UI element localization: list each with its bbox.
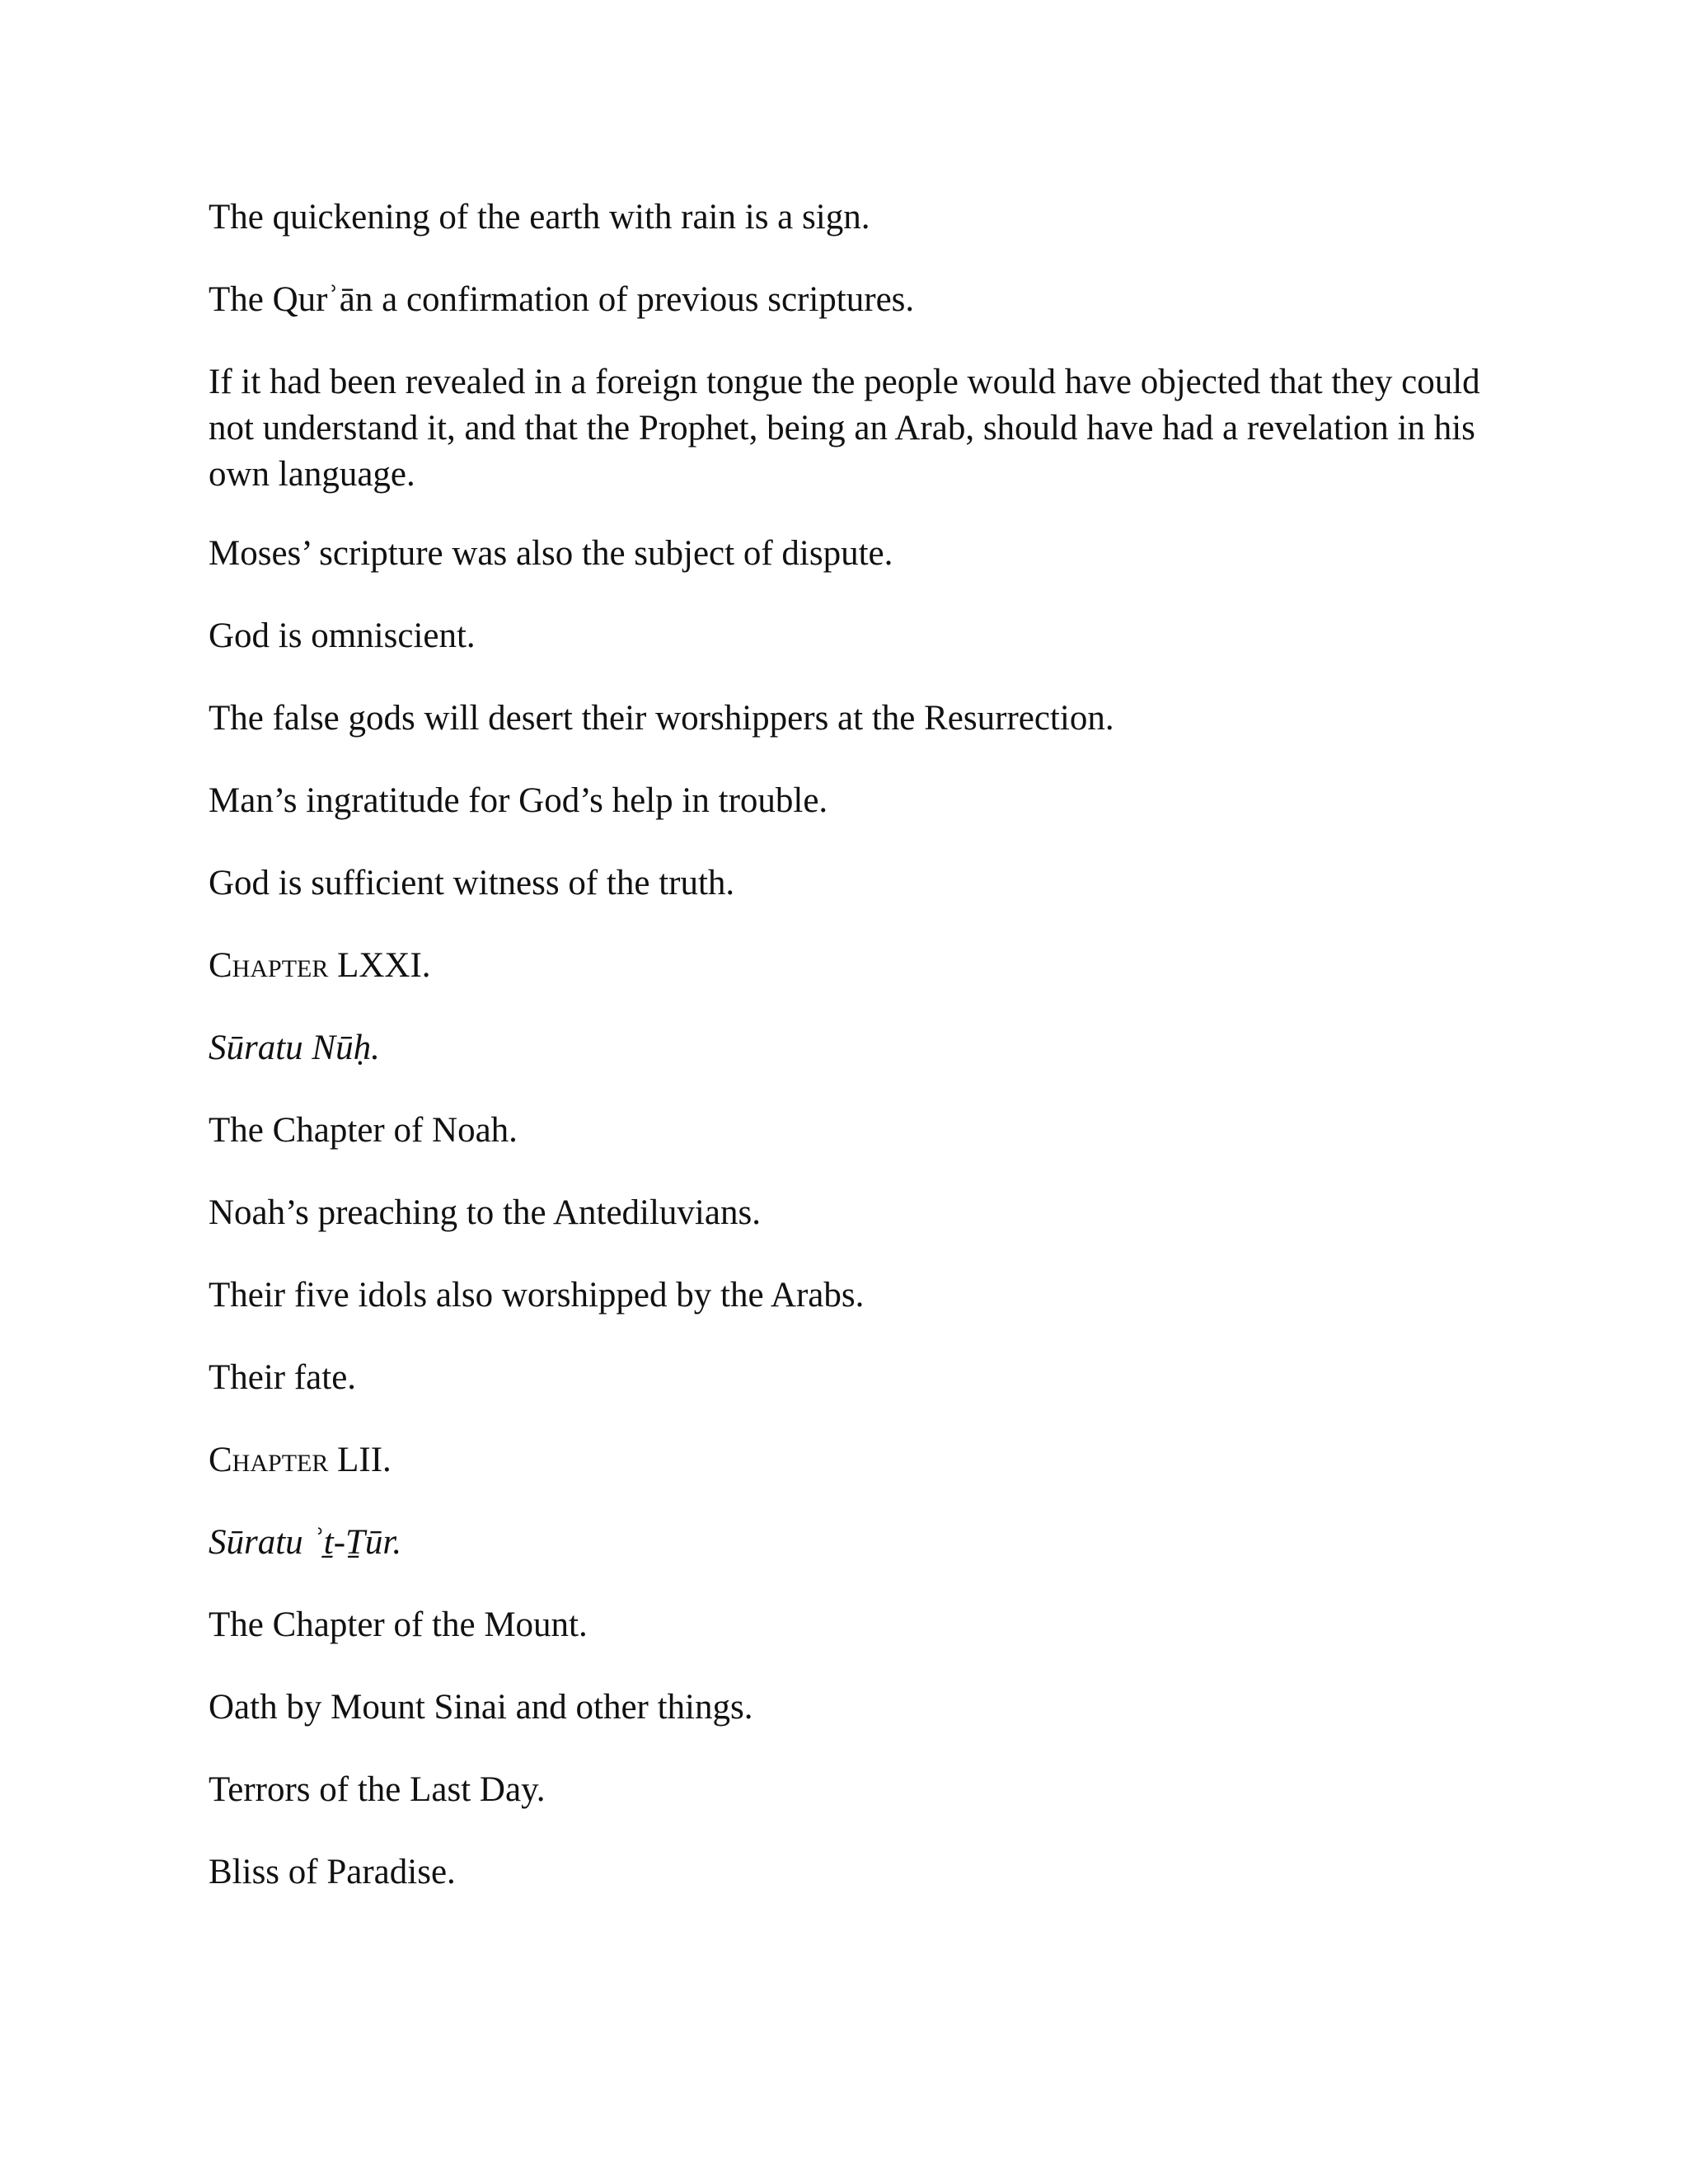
chapter-name-mount: The Chapter of the Mount. [209,1605,588,1644]
paragraph-moses-scripture: Moses’ scripture was also the subject of dispute. [209,534,893,573]
paragraph-terrors-last-day: Terrors of the Last Day. [209,1770,546,1809]
paragraph-quran-confirmation: The Qurʾān a confirmation of previous scriptures. [209,280,915,319]
paragraph-false-gods: The false gods will desert their worshippers at the Resurrection. [209,699,1114,738]
paragraph-foreign-tongue: If it had been revealed in a foreign tongue the people would have objected that they could not understand it, and that the Prophet, being an Arab, should have had a revelation in his own language. [209,363,1480,494]
chapter-name-noah: The Chapter of Noah. [209,1111,518,1150]
paragraph-oath-sinai: Oath by Mount Sinai and other things. [209,1688,753,1727]
chapter-heading-lxxi: Chapter LXXI. [209,946,431,985]
paragraph-god-omniscient: God is omniscient. [209,616,476,655]
surah-title-nuh: Sūratu Nūḥ. [209,1029,380,1067]
paragraph-five-idols: Their five idols also worshipped by the Arabs. [209,1276,865,1315]
paragraph-man-ingratitude: Man’s ingratitude for God’s help in trouble. [209,781,828,820]
surah-title-tur: Sūratu ʾṯ-Ṯūr. [209,1523,402,1562]
paragraph-bliss-paradise: Bliss of Paradise. [209,1853,456,1891]
chapter-heading-lii: Chapter LII. [209,1441,392,1479]
paragraph-rain-sign: The quickening of the earth with rain is a sign. [209,198,870,237]
paragraph-their-fate: Their fate. [209,1358,357,1397]
paragraph-sufficient-witness: God is sufficient witness of the truth. [209,864,735,902]
paragraph-noah-preaching: Noah’s preaching to the Antediluvians. [209,1193,761,1232]
